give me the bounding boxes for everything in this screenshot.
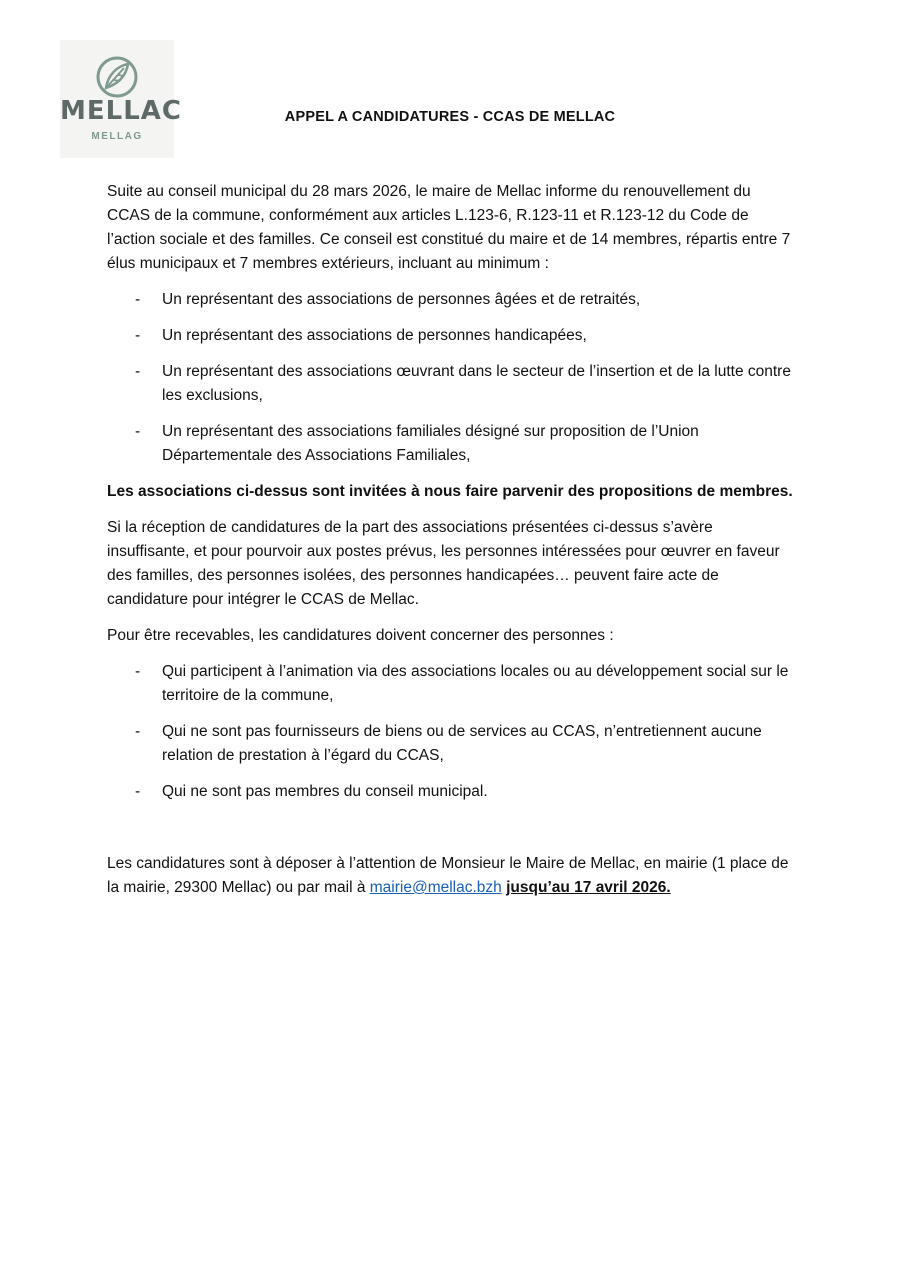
invitation-paragraph: Les associations ci-dessus sont invitées à nous faire parvenir des propositions de membres. (107, 483, 793, 500)
deadline-text: jusqu’au 17 avril 2026. (506, 879, 671, 896)
representatives-list (107, 288, 797, 468)
list-item: - Qui participent à l’animation via des associations locales ou au développement social sur le territoire de la commune, (107, 660, 797, 708)
intro-paragraph: Suite au conseil municipal du 28 mars 2026, le maire de Mellac informe du renouvellement du CCAS de la commune, conformément aux articles L.123-6, R.123-11 et R.123-12 du Code de l’action sociale et des familles. Ce conseil est constitué du maire et de 14 membres, répartis entre 7 élus municipaux et 7 membres extérieurs, incluant au minimum : (107, 183, 791, 272)
page-title: APPEL A CANDIDATURES - CCAS DE MELLAC (284, 109, 616, 125)
criteria-list (107, 660, 797, 804)
list-item: - Qui ne sont pas fournisseurs de biens ou de services au CCAS, n’entretiennent aucune relation de prestation à l’égard du CCAS, (107, 720, 797, 768)
list-item: - Un représentant des associations familiales désigné sur proposition de l’Union Départementale des Associations Familiales, (107, 420, 797, 468)
criteria-intro: Pour être recevables, les candidatures doivent concerner des personnes : (107, 627, 614, 644)
list-item: - Un représentant des associations de personnes âgées et de retraités, (107, 288, 797, 312)
document-body (107, 180, 797, 912)
list-item: - Un représentant des associations œuvrant dans le secteur de l’insertion et de la lutte contre les exclusions, (107, 360, 797, 408)
logo (60, 40, 182, 158)
list-item: - Qui ne sont pas membres du conseil municipal. (107, 780, 797, 804)
logo-subtitle: MELLAG (91, 131, 143, 142)
logo-name: MELLAC (60, 96, 182, 126)
insufficient-paragraph: Si la réception de candidatures de la part des associations présentées ci-dessus s’avère insuffisante, et pour pourvoir aux postes prévus, les personnes intéressées pour œuvrer en faveur des familles, des personnes isolées, des personnes handicapées… peuvent faire acte de candidature pour intégrer le CCAS de Mellac. (107, 519, 780, 608)
list-item: - Un représentant des associations de personnes handicapées, (107, 324, 797, 348)
leaf-logo-icon (94, 54, 140, 100)
email-link[interactable]: mairie@mellac.bzh (369, 879, 502, 896)
spacer (107, 816, 797, 852)
submission-text: Les candidatures sont à déposer à l’attention de Monsieur le Maire de Mellac, en mairie (1 place de la mairie, 29300 Mellac) ou par mail à (107, 855, 789, 896)
submission-paragraph (107, 852, 797, 900)
